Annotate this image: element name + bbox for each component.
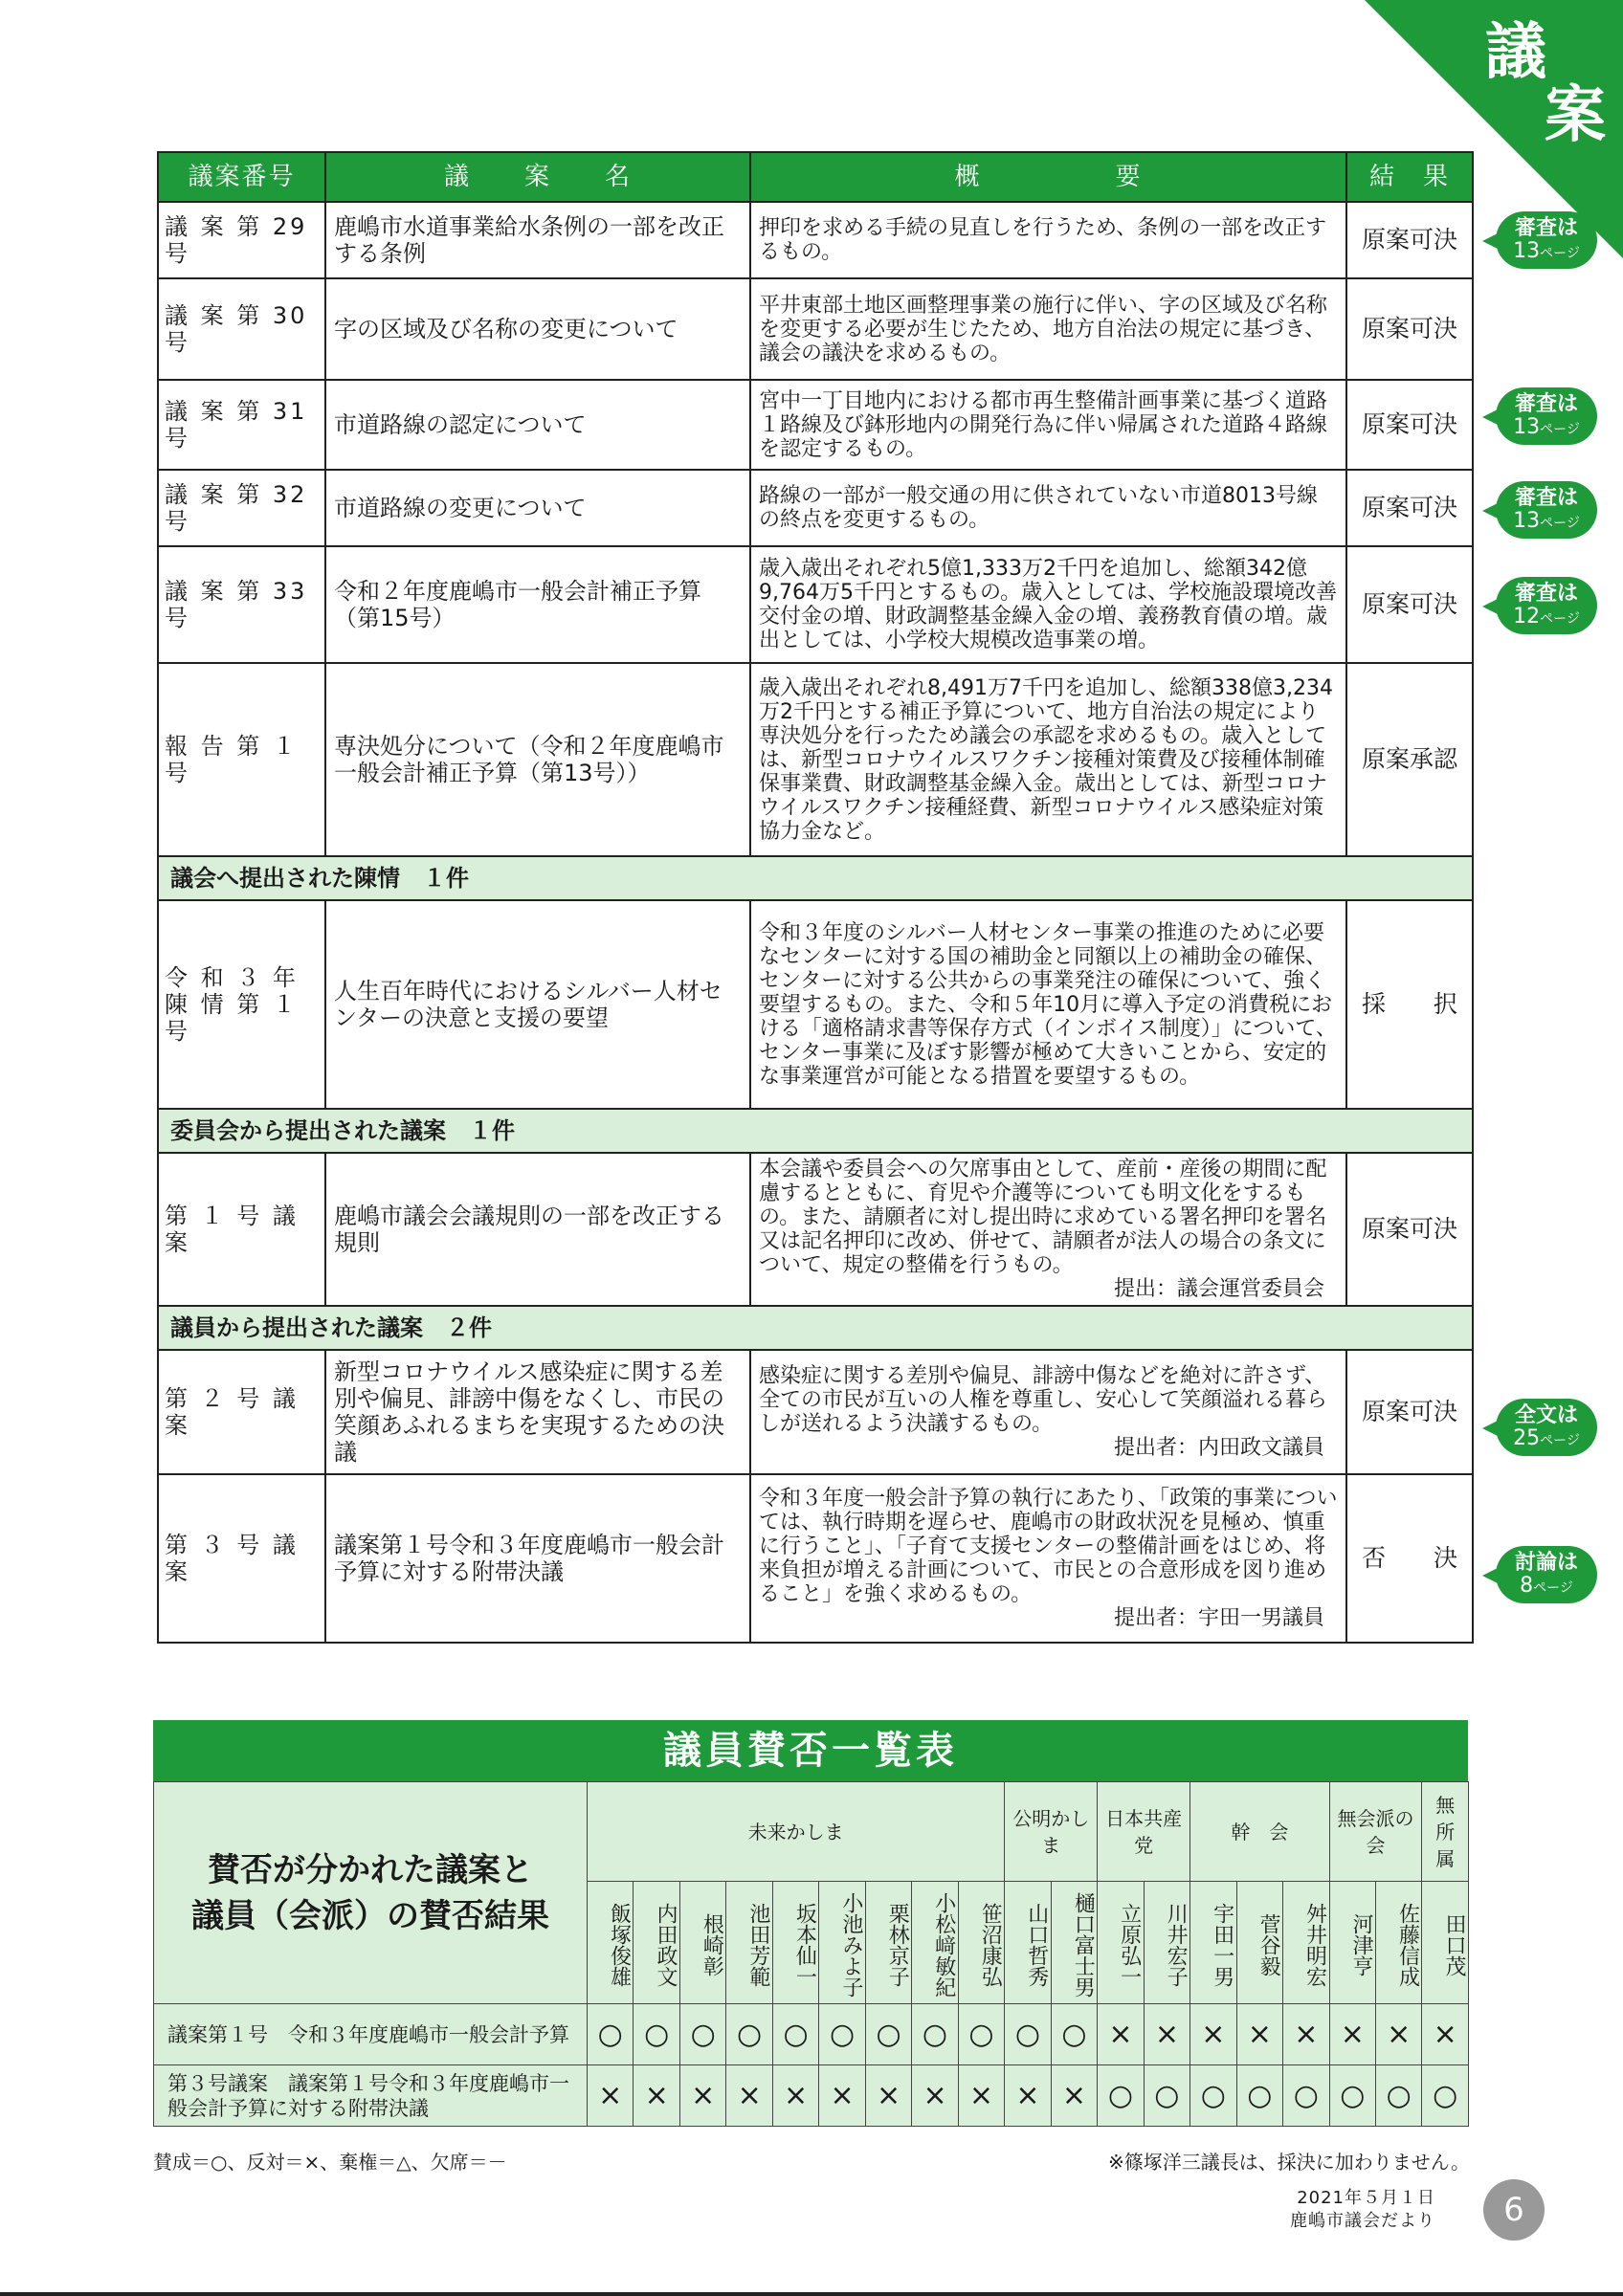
vote-mark: ○ [634, 2004, 679, 2065]
page-ref-badge[interactable] [1496, 211, 1597, 269]
vote-mark: ○ [1190, 2065, 1236, 2127]
bill-result: 原案承認 [1346, 663, 1473, 856]
member-name: 佐藤信成 [1376, 1882, 1422, 2004]
vote-bill-name: 第３号議案 議案第１号令和３年度鹿嶋市一般会計予算に対する附帯決議 [154, 2065, 588, 2127]
header-summary: 概 要 [750, 152, 1346, 202]
member-name: 栗林京子 [865, 1882, 911, 2004]
bill-name: 令和２年度鹿嶋市一般会計補正予算（第15号） [325, 546, 750, 663]
member-name: 樋口富士男 [1051, 1882, 1097, 2004]
summary-text: 令和３年度一般会計予算の執行にあたり、「政策的事業については、執行時期を遅らせ、鹿嶋市の財政状況を見極め、慎重に行うこと」、「子育て支援センターの整備計画をはじめ、将来負担が増える計画について、市民との合意形成を図り進めること」を強く求めるもの。 [759, 1487, 1338, 1606]
member-name: 宇田一男 [1190, 1882, 1236, 2004]
badge-top: 審査は [1514, 392, 1578, 416]
submitter: 提出者：宇田一男議員 [1113, 1606, 1324, 1630]
bill-summary: 平井東部土地区画整理事業の施行に伴い、字の区域及び名称を変更する必要が生じたため、地方自治法の規定に基づき、議会の議決を求めるもの。 [750, 278, 1346, 380]
member-name: 飯塚俊雄 [588, 1882, 634, 2004]
vote-mark: × [958, 2065, 1005, 2127]
vote-mark: ○ [1329, 2065, 1375, 2127]
bill-no: 議 案 第 32号 [158, 470, 325, 546]
bill-result: 原案可決 [1346, 1350, 1473, 1474]
section-row-committee [158, 1109, 1473, 1153]
badge-unit: ページ [1540, 516, 1580, 531]
bill-summary: 歳入歳出それぞれ8,491万7千円を追加し、総額338億3,234万2千円とする補正予算について、地方自治法の規定により専決処分を行ったため議会の承認を求めるもの。歳入としては、新型コロナウイルスワクチン接種対策費及び接種体制確保事業費、財政調整基金繰入金。歳出としては、新型コロナウイルスワクチン接種経費、新型コロナウイルス感染症対策協力金など。 [750, 663, 1346, 856]
bill-result: 原案可決 [1346, 202, 1473, 278]
submitter: 提出：議会運営委員会 [1113, 1277, 1324, 1301]
chair-note: ※篠塚洋三議長は、採決に加わりません。 [1108, 2151, 1470, 2174]
bottom-rule [0, 2292, 1623, 2296]
page-ref-badge[interactable] [1496, 481, 1597, 539]
bill-no: 第 ２ 号 議 案 [158, 1350, 325, 1474]
faction-name: 無所属 [1422, 1782, 1468, 1882]
bill-summary: 路線の一部が一般交通の用に供されていない市道8013号線の終点を変更するもの。 [750, 470, 1346, 546]
petition-name: 人生百年時代におけるシルバー人材センターの決意と支援の要望 [325, 900, 750, 1109]
badge-page [1496, 241, 1597, 264]
petition-no-line2: 陳 情 第 １ 号 [165, 991, 299, 1045]
vote-row [154, 2004, 1469, 2065]
badge-page [1496, 1576, 1597, 1599]
section-heading: 議会へ提出された陳情 １件 [158, 856, 1473, 900]
submitter: 提出者：内田政文議員 [1113, 1436, 1324, 1460]
faction-name: 未来かしま [588, 1782, 1005, 1882]
vote-mark: × [1422, 2004, 1468, 2065]
vote-mark: × [819, 2065, 865, 2127]
bills-table [157, 151, 1474, 1644]
bill-no: 第 １ 号 議 案 [158, 1153, 325, 1306]
vote-mark: ○ [1376, 2065, 1422, 2127]
header-result: 結 果 [1346, 152, 1473, 202]
summary-text: 感染症に関する差別や偏見、誹謗中傷などを絶対に許さず、全ての市民が互いの人権を尊重し、安心して笑顔溢れる暮らしが送れるよう決議するもの。 [759, 1364, 1328, 1436]
section-row-petition [158, 856, 1473, 900]
bill-summary [750, 1350, 1346, 1474]
table-row [158, 1350, 1473, 1474]
member-name: 舛井明宏 [1283, 1882, 1329, 2004]
bill-name: 鹿嶋市議会会議規則の一部を改正する規則 [325, 1153, 750, 1306]
vote-mark: ○ [1098, 2065, 1144, 2127]
badge-unit: ページ [1540, 611, 1580, 627]
vote-mark: ○ [772, 2004, 818, 2065]
bill-name: 議案第１号令和３年度鹿嶋市一般会計予算に対する附帯決議 [325, 1474, 750, 1643]
petition-no [158, 900, 325, 1109]
vote-legend: 賛成＝○、反対＝×、棄権＝△、欠席＝－ [153, 2151, 507, 2174]
section-label-1: 議 [1485, 17, 1546, 88]
vote-mark: ○ [819, 2004, 865, 2065]
badge-unit: ページ [1533, 1580, 1573, 1596]
publication-name: 鹿嶋市議会だより [1290, 2211, 1435, 2231]
vote-mark: × [1190, 2004, 1236, 2065]
member-name: 立原弘一 [1098, 1882, 1144, 2004]
petition-result: 採 択 [1346, 900, 1473, 1109]
summary-text: 本会議や委員会への欠席事由として、産前・産後の期間に配慮するとともに、育児や介護等についても明文化をするもの。また、請願者に対し提出時に求めている署名押印を署名又は記名押印に改め、併せて、請願者が法人の場合の条文について、規定の整備を行うもの。 [759, 1158, 1327, 1277]
issue-date: 2021年５月１日 [1297, 2188, 1435, 2208]
section-label-2: 案 [1545, 80, 1606, 151]
section-heading: 議員から提出された議案 ２件 [158, 1306, 1473, 1350]
petition-summary: 令和３年度のシルバー人材センター事業の推進のために必要なセンターに対する国の補助金と同額以上の補助金の確保、センターに対する公共からの事業発注の確保について、強く要望するもの。また、令和５年10月に導入予定の消費税における「適格請求書等保存方式（インボイス制度）」について、センター事業に及ぼす影響が極めて大きいことから、安定的な事業運営が可能となる措置を要望するもの。 [750, 900, 1346, 1109]
bill-result: 否 決 [1346, 1474, 1473, 1643]
table-row [158, 1474, 1473, 1643]
vote-mark: × [912, 2065, 958, 2127]
badge-page [1496, 607, 1597, 629]
header-name: 議 案 名 [325, 152, 750, 202]
table-row [158, 380, 1473, 470]
table-row [158, 278, 1473, 380]
vote-lead-line1: 賛否が分かれた議案と [208, 1850, 533, 1889]
badge-num: 25 [1513, 1426, 1541, 1450]
vote-mark: ○ [865, 2004, 911, 2065]
page-ref-badge[interactable] [1496, 387, 1597, 445]
table-row [158, 900, 1473, 1109]
vote-mark: ○ [1283, 2065, 1329, 2127]
table-header-row [158, 152, 1473, 202]
bill-name: 市道路線の認定について [325, 380, 750, 470]
badge-page [1496, 1428, 1597, 1451]
bill-name: 市道路線の変更について [325, 470, 750, 546]
page-number: 6 [1483, 2179, 1545, 2241]
vote-mark: ○ [1051, 2004, 1097, 2065]
vote-mark: ○ [726, 2004, 772, 2065]
vote-mark: × [634, 2065, 679, 2127]
badge-num: 8 [1520, 1574, 1534, 1598]
badge-unit: ページ [1540, 246, 1580, 261]
badge-page [1496, 417, 1597, 440]
badge-top: 審査は [1514, 216, 1578, 240]
vote-table-title: 議員賛否一覧表 [153, 1720, 1468, 1781]
vote-mark: × [1098, 2004, 1144, 2065]
faction-name: 無会派の会 [1329, 1782, 1422, 1882]
faction-name: 公明かしま [1005, 1782, 1098, 1882]
member-name: 根崎彰 [679, 1882, 725, 2004]
bill-no: 議 案 第 31号 [158, 380, 325, 470]
faction-name: 幹 会 [1190, 1782, 1329, 1882]
table-row [158, 546, 1473, 663]
bill-no: 議 案 第 33号 [158, 546, 325, 663]
section-heading: 委員会から提出された議案 １件 [158, 1109, 1473, 1153]
bill-result: 原案可決 [1346, 546, 1473, 663]
member-name: 河津亨 [1329, 1882, 1375, 2004]
member-name: 内田政文 [634, 1882, 679, 2004]
table-row [158, 202, 1473, 278]
bill-name: 鹿嶋市水道事業給水条例の一部を改正する条例 [325, 202, 750, 278]
vote-mark: ○ [1236, 2065, 1282, 2127]
petition-no-line1: 令 和 ３ 年 [165, 964, 299, 991]
vote-mark: ○ [679, 2004, 725, 2065]
badge-top: 全文は [1514, 1403, 1578, 1427]
bill-result: 原案可決 [1346, 380, 1473, 470]
badge-unit: ページ [1540, 422, 1580, 437]
vote-mark: × [865, 2065, 911, 2127]
page-ref-badge[interactable] [1496, 577, 1597, 634]
table-row [158, 1153, 1473, 1306]
vote-mark: × [679, 2065, 725, 2127]
vote-bill-name: 議案第１号 令和３年度鹿嶋市一般会計予算 [154, 2004, 588, 2065]
member-name: 川井宏子 [1144, 1882, 1189, 2004]
badge-top: 討論は [1514, 1551, 1578, 1575]
member-name: 山口哲秀 [1005, 1882, 1051, 2004]
badge-unit: ページ [1540, 1433, 1580, 1448]
member-name: 笹沼康弘 [958, 1882, 1005, 2004]
vote-mark: ○ [588, 2004, 634, 2065]
vote-mark: ○ [1005, 2004, 1051, 2065]
vote-table [153, 1781, 1469, 2127]
bill-result: 原案可決 [1346, 278, 1473, 380]
badge-num: 13 [1513, 415, 1541, 439]
faction-row [154, 1782, 1469, 1882]
bill-result: 原案可決 [1346, 1153, 1473, 1306]
bill-no: 報 告 第 １ 号 [158, 663, 325, 856]
member-name: 田口茂 [1422, 1882, 1468, 2004]
bill-summary: 歳入歳出それぞれ5億1,333万2千円を追加し、総額342億9,764万5千円とするもの。歳入としては、学校施設環境改善交付金の増、財政調整基金繰入金の増、義務教育債の増。歳出としては、小学校大規模改造事業の増。 [750, 546, 1346, 663]
vote-mark: × [1329, 2004, 1375, 2065]
member-name: 小池みよ子 [819, 1882, 865, 2004]
table-row [158, 663, 1473, 856]
bill-name: 字の区域及び名称の変更について [325, 278, 750, 380]
vote-mark: ○ [1144, 2065, 1189, 2127]
vote-mark: ○ [912, 2004, 958, 2065]
vote-lead-line2: 議員（会派）の賛否結果 [191, 1896, 549, 1935]
bill-name: 新型コロナウイルス感染症に関する差別や偏見、誹謗中傷をなくし、市民の笑顔あふれるまちを実現するための決議 [325, 1350, 750, 1474]
issue-info [1290, 2187, 1435, 2233]
vote-mark: ○ [958, 2004, 1005, 2065]
vote-mark: ○ [1422, 2065, 1468, 2127]
vote-mark: × [1005, 2065, 1051, 2127]
member-name: 菅谷毅 [1236, 1882, 1282, 2004]
badge-top: 審査は [1514, 486, 1578, 510]
table-row [158, 470, 1473, 546]
bill-summary: 宮中一丁目地内における都市再生整備計画事業に基づく道路１路線及び鉢形地内の開発行為に伴い帰属された道路４路線を認定するもの。 [750, 380, 1346, 470]
badge-num: 13 [1513, 509, 1541, 533]
member-name: 小松﨑敏紀 [912, 1882, 958, 2004]
page-ref-badge[interactable] [1496, 1546, 1597, 1603]
faction-name: 日本共産党 [1098, 1782, 1190, 1882]
vote-mark: × [1376, 2004, 1422, 2065]
bill-name: 専決処分について（令和２年度鹿嶋市一般会計補正予算（第13号）） [325, 663, 750, 856]
vote-mark: × [772, 2065, 818, 2127]
section-row-members [158, 1306, 1473, 1350]
badge-num: 13 [1513, 239, 1541, 263]
section-label [1485, 17, 1606, 151]
bill-no: 議 案 第 30号 [158, 278, 325, 380]
vote-mark: × [588, 2065, 634, 2127]
bill-result: 原案可決 [1346, 470, 1473, 546]
vote-mark: × [1283, 2004, 1329, 2065]
bill-summary [750, 1153, 1346, 1306]
bill-summary [750, 1474, 1346, 1643]
badge-top: 審査は [1514, 582, 1578, 606]
vote-mark: × [1144, 2004, 1189, 2065]
page-ref-badge[interactable] [1496, 1399, 1597, 1456]
member-name: 池田芳範 [726, 1882, 772, 2004]
bill-summary: 押印を求める手続の見直しを行うため、条例の一部を改正するもの。 [750, 202, 1346, 278]
vote-mark: × [1051, 2065, 1097, 2127]
vote-lead [154, 1782, 588, 2004]
badge-page [1496, 511, 1597, 534]
bill-no: 第 ３ 号 議 案 [158, 1474, 325, 1643]
bill-no: 議 案 第 29号 [158, 202, 325, 278]
member-name: 坂本仙一 [772, 1882, 818, 2004]
vote-mark: × [1236, 2004, 1282, 2065]
header-no: 議案番号 [158, 152, 325, 202]
badge-num: 12 [1513, 605, 1541, 629]
vote-mark: × [726, 2065, 772, 2127]
vote-row [154, 2065, 1469, 2127]
